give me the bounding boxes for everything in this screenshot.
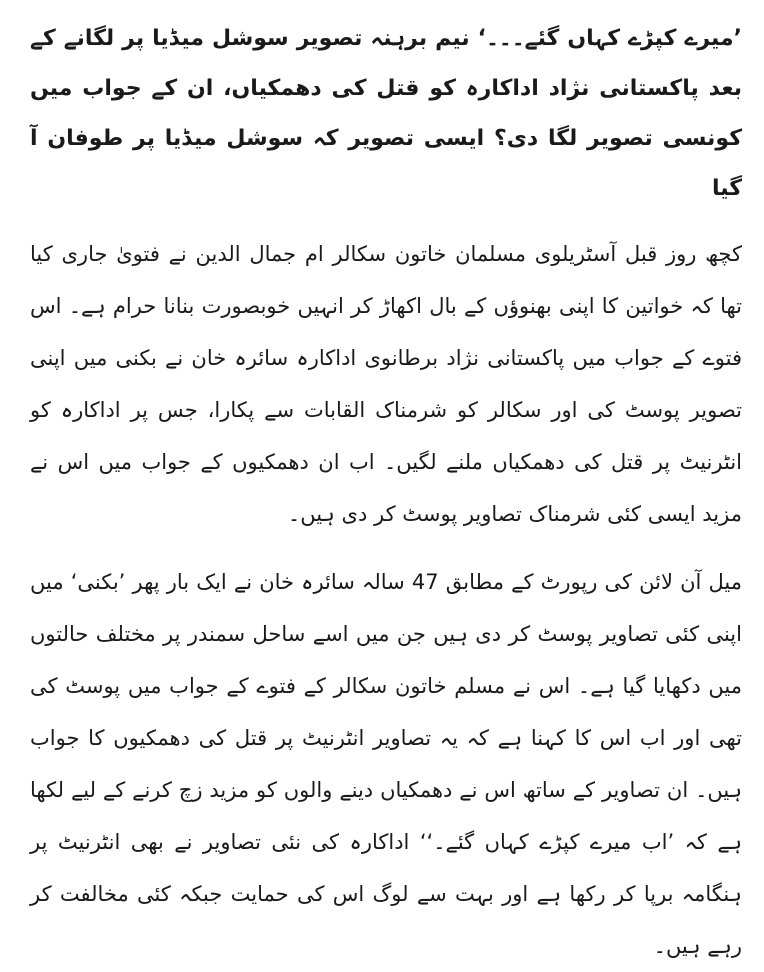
article-paragraph-1: کچھ روز قبل آسٹریلوی مسلمان خاتون سکالر ام جمال الدین نے فتویٰ جاری کیا تھا کہ خواتین کا اپنی بھنوؤں کے بال اکھاڑ کر انہیں خوبصورت بنانا حرام ہے۔ اس فتوے کے جواب میں پاکستانی نژاد برطانوی اداکارہ سائرہ خان نے بکنی میں اپنی تصویر پوسٹ کی اور سکالر کو شرمناک القابات سے پکارا، جس پر اداکارہ کو انٹرنیٹ پر قتل کی دھمکیاں ملنے لگیں۔ اب ان دھمکیوں کے جواب میں اس نے مزید ایسی کئی شرمناک تصاویر پوسٹ کر دی ہیں۔ — [30, 242, 742, 526]
news-article — [30, 14, 742, 972]
article-headline: ’میرے کپڑے کہاں گئے۔۔۔‘ نیم برہنہ تصویر سوشل میڈیا پر لگانے کے بعد پاکستانی نژاد اداکارہ کو قتل کی دھمکیاں، ان کے جواب میں کونسی تصویر لگا دی؟ ایسی تصویر کہ سوشل میڈیا پر طوفان آ گیا — [30, 26, 742, 201]
article-paragraph-2: میل آن لائن کی رپورٹ کے مطابق 47 سالہ سائرہ خان نے ایک بار پھر ’بکنی‘ میں اپنی کئی تصاویر پوسٹ کر دی ہیں جن میں اسے ساحل سمندر پر مختلف حالتوں میں دکھایا گیا ہے۔ اس نے مسلم خاتون سکالر کے فتوے کے جواب میں پوسٹ کی تھی اور اب اس کا کہنا ہے کہ یہ تصاویر انٹرنیٹ پر قتل کی دھمکیوں کا جواب ہیں۔ ان تصاویر کے ساتھ اس نے دھمکیاں دینے والوں کو مزید زچ کرنے کے لیے لکھا ہے کہ ’اب میرے کپڑے کہاں گئے۔‘‘ اداکارہ کی نئی تصاویر نے بھی انٹرنیٹ پر ہنگامہ برپا کر رکھا ہے اور بہت سے لوگ اس کی حمایت جبکہ کئی مخالفت کر رہے ہیں۔ — [30, 570, 742, 958]
